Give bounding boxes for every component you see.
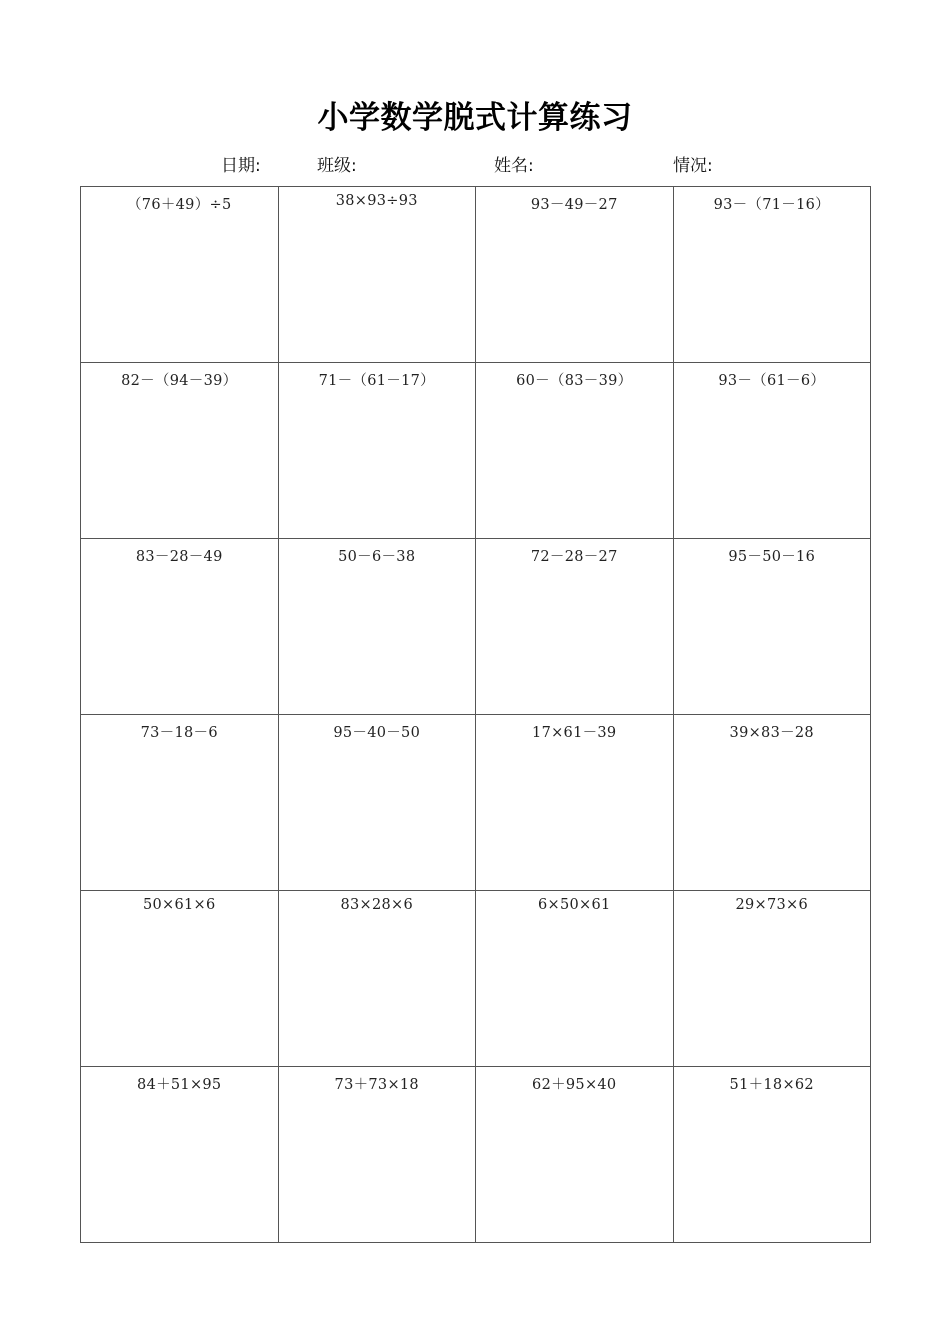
- problem-cell[interactable]: [278, 1067, 476, 1243]
- problem-grid: [80, 186, 871, 1243]
- problem-cell[interactable]: [81, 363, 279, 539]
- problem-expression: 83－28－49: [135, 549, 223, 565]
- problem-expression: 38×93÷93: [335, 193, 418, 209]
- problem-cell[interactable]: [278, 187, 476, 363]
- problem-cell[interactable]: [673, 539, 871, 715]
- status-label: 情况:: [673, 156, 713, 176]
- problem-expression: 50－6－38: [338, 549, 416, 565]
- problem-cell[interactable]: [81, 539, 279, 715]
- problem-cell[interactable]: [278, 363, 476, 539]
- problem-cell[interactable]: [278, 715, 476, 891]
- problem-expression: 72－28－27: [530, 549, 618, 565]
- problem-expression: （76＋49）÷5: [127, 197, 232, 213]
- problem-row: [81, 363, 871, 539]
- problem-expression: 17×61－39: [532, 725, 617, 741]
- problem-expression: 73－18－6: [140, 725, 218, 741]
- problem-cell[interactable]: [673, 363, 871, 539]
- problem-cell[interactable]: [673, 715, 871, 891]
- problem-expression: 93－（61－6）: [718, 373, 826, 389]
- problem-row: [81, 187, 871, 363]
- problem-expression: 39×83－28: [729, 725, 814, 741]
- problem-expression: 93－（71－16）: [713, 197, 830, 213]
- problem-expression: 71－（61－17）: [318, 373, 435, 389]
- problem-row: [81, 715, 871, 891]
- problem-cell[interactable]: [476, 1067, 674, 1243]
- header-fields: [0, 151, 950, 175]
- date-label: 日期:: [221, 156, 261, 176]
- problem-expression: 62＋95×40: [532, 1077, 617, 1093]
- problem-cell[interactable]: [673, 1067, 871, 1243]
- worksheet-title: 小学数学脱式计算练习: [317, 100, 633, 136]
- problem-cell[interactable]: [278, 539, 476, 715]
- problem-cell[interactable]: [81, 187, 279, 363]
- problem-expression: 84＋51×95: [137, 1077, 222, 1093]
- problem-cell[interactable]: [476, 715, 674, 891]
- problem-cell[interactable]: [476, 891, 674, 1067]
- problem-row: [81, 539, 871, 715]
- class-label: 班级:: [317, 156, 357, 176]
- problem-expression: 73＋73×18: [334, 1077, 419, 1093]
- problem-expression: 51＋18×62: [729, 1077, 814, 1093]
- problem-cell[interactable]: [673, 891, 871, 1067]
- problem-cell[interactable]: [673, 187, 871, 363]
- problem-expression: 29×73×6: [735, 897, 809, 913]
- problem-expression: 50×61×6: [142, 897, 216, 913]
- problem-cell[interactable]: [476, 539, 674, 715]
- problem-cell[interactable]: [476, 187, 674, 363]
- problem-expression: 82－（94－39）: [121, 373, 238, 389]
- problem-expression: 95－50－16: [728, 549, 816, 565]
- problem-cell[interactable]: [476, 363, 674, 539]
- name-label: 姓名:: [494, 156, 534, 176]
- problem-cell[interactable]: [278, 891, 476, 1067]
- problem-expression: 93－49－27: [530, 197, 618, 213]
- problem-expression: 83×28×6: [340, 897, 414, 913]
- problem-cell[interactable]: [81, 1067, 279, 1243]
- problem-expression: 6×50×61: [537, 897, 611, 913]
- problem-row: [81, 1067, 871, 1243]
- problem-expression: 60－（83－39）: [516, 373, 633, 389]
- problem-row: [81, 891, 871, 1067]
- problem-expression: 95－40－50: [333, 725, 421, 741]
- problem-cell[interactable]: [81, 715, 279, 891]
- problem-cell[interactable]: [81, 891, 279, 1067]
